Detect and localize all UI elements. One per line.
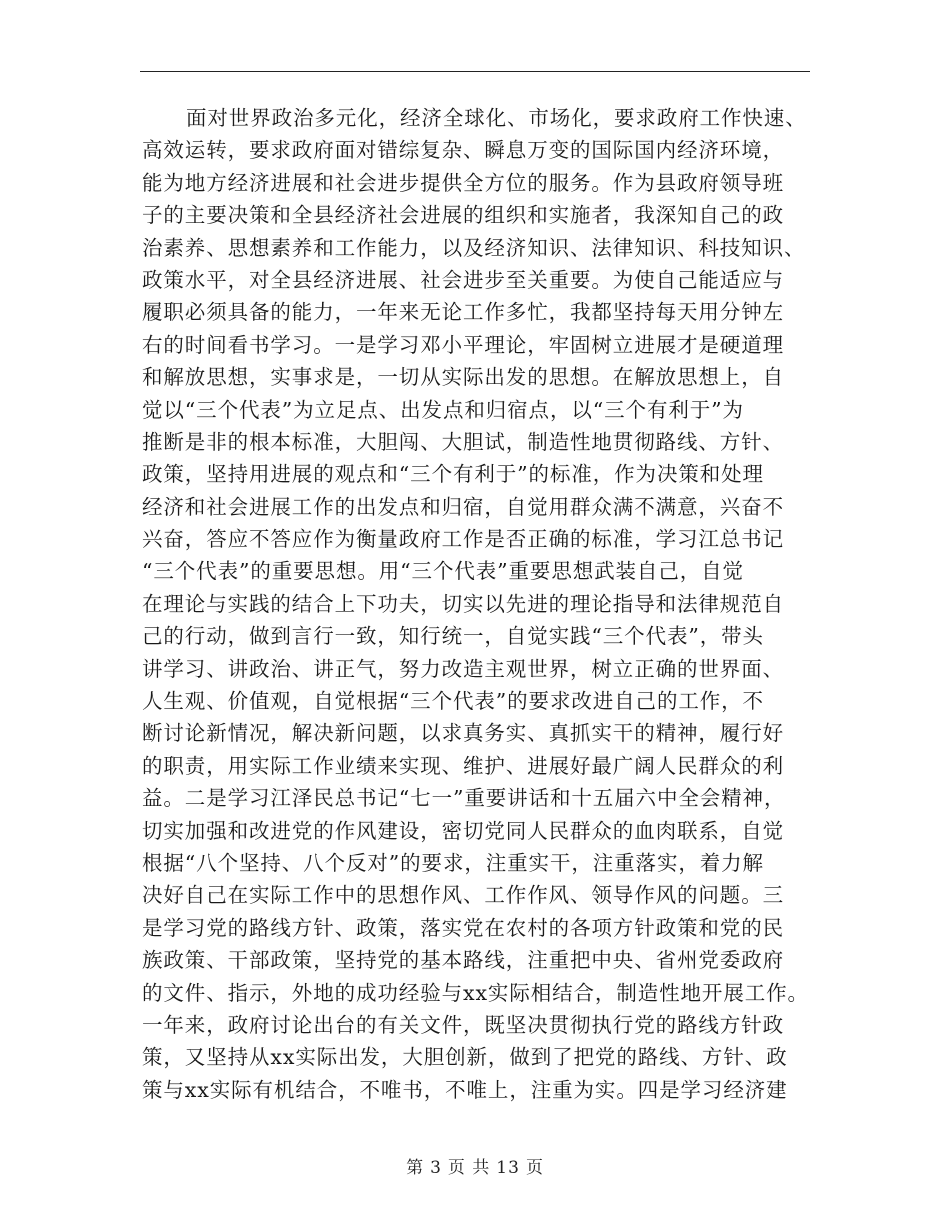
text-line: 政策水平，对全县经济进展、社会进步至关重要。为使自己能适应与 bbox=[142, 267, 784, 292]
text-line: 讲学习、讲政治、讲正气，努力改造主观世界，树立正确的世界面、 bbox=[142, 656, 784, 681]
total-pages: 13 bbox=[496, 1158, 520, 1178]
text-line: 子的主要决策和全县经济社会进展的组织和实施者，我深知自己的政 bbox=[142, 203, 784, 228]
text-line: 族政策、干部政策，坚持党的基本路线，注重把中央、省州党委政府 bbox=[142, 948, 784, 973]
text-line: 和解放思想，实事求是，一切从实际出发的思想。在解放思想上，自 bbox=[142, 365, 784, 390]
text-line: 高效运转，要求政府面对错综复杂、瞬息万变的国际国内经济环境， bbox=[142, 138, 784, 163]
text-line: 政策，坚持用进展的观点和“三个有利于”的标准，作为决策和处理 bbox=[142, 462, 764, 487]
header-rule bbox=[140, 71, 810, 72]
footer-middle: 页 共 bbox=[447, 1158, 491, 1178]
text-line: 一年来，政府讨论出台的有关文件，既坚决贯彻执行党的路线方针政 bbox=[142, 1012, 784, 1037]
text-line: 兴奋，答应不答应作为衡量政府工作是否正确的标准，学习江总书记 bbox=[142, 527, 784, 552]
text-line: 推断是非的根本标准，大胆闯、大胆试，制造性地贯彻路线、方针、 bbox=[142, 429, 784, 454]
text-line: 觉以“三个代表”为立足点、出发点和归宿点，以“三个有利于”为 bbox=[142, 397, 744, 422]
page-number: 3 bbox=[430, 1158, 442, 1178]
text-line: 是学习党的路线方针、政策，落实党在农村的各项方针政策和党的民 bbox=[142, 915, 784, 940]
text-line: 断讨论新情况，解决新问题，以求真务实、真抓实干的精神，履行好 bbox=[142, 721, 784, 746]
footer-suffix: 页 bbox=[525, 1158, 544, 1178]
text-line: “三个代表”的重要思想。用“三个代表”重要思想武装自己，自觉 bbox=[142, 559, 744, 584]
text-line: 策与xx实际有机结合，不唯书，不唯上，注重为实。四是学习经济建 bbox=[142, 1077, 788, 1102]
text-line: 面对世界政治多元化，经济全球化、市场化，要求政府工作快速、 bbox=[186, 106, 807, 130]
text-line: 己的行动，做到言行一致，知行统一，自觉实践“三个代表”，带头 bbox=[142, 624, 764, 649]
text-line: 的职责，用实际工作业绩来实现、维护、进展好最广阔人民群众的利 bbox=[142, 753, 784, 778]
body-paragraph bbox=[142, 102, 814, 1106]
page-footer bbox=[0, 1153, 950, 1178]
text-line: 右的时间看书学习。一是学习邓小平理论，牢固树立进展才是硬道理 bbox=[142, 332, 784, 357]
text-line: 根据“八个坚持、八个反对”的要求，注重实干，注重落实，着力解 bbox=[142, 850, 764, 875]
text-line: 经济和社会进展工作的出发点和归宿，自觉用群众满不满意，兴奋不 bbox=[142, 494, 784, 519]
text-line: 在理论与实践的结合上下功夫，切实以先进的理论指导和法律规范自 bbox=[142, 591, 784, 616]
footer-prefix: 第 bbox=[406, 1158, 425, 1178]
text-line: 人生观、价值观，自觉根据“三个代表”的要求改进自己的工作，不 bbox=[142, 689, 764, 714]
text-line: 能为地方经济进展和社会进步提供全方位的服务。作为县政府领导班 bbox=[142, 170, 784, 195]
text-line: 策，又坚持从xx实际出发，大胆创新，做到了把党的路线、方针、政 bbox=[142, 1045, 788, 1070]
text-line: 的文件、指示，外地的成功经验与xx实际相结合，制造性地开展工作。 bbox=[142, 980, 809, 1005]
text-line: 治素养、思想素养和工作能力，以及经济知识、法律知识、科技知识、 bbox=[142, 235, 806, 260]
text-line: 决好自己在实际工作中的思想作风、工作作风、领导作风的问题。三 bbox=[142, 883, 784, 908]
text-line: 切实加强和改进党的作风建设，密切党同人民群众的血肉联系，自觉 bbox=[142, 818, 784, 843]
text-line: 履职必须具备的能力，一年来无论工作多忙，我都坚持每天用分钟左 bbox=[142, 300, 784, 325]
text-line: 益。二是学习江泽民总书记“七一”重要讲话和十五届六中全会精神， bbox=[142, 786, 786, 811]
